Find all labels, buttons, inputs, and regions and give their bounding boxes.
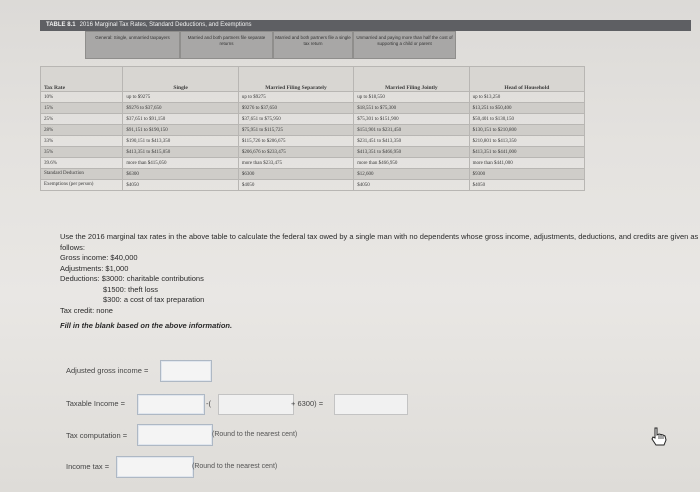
instruction-text: Fill in the blank based on the above information. xyxy=(60,321,233,330)
table-row xyxy=(41,136,585,147)
cell-mfj: $231,451 to $413,350 xyxy=(354,136,469,147)
cell-std-single: $6300 xyxy=(123,169,238,180)
header-hoh: Head of Household xyxy=(469,67,584,92)
cell-mfj: more than $466,950 xyxy=(354,158,469,169)
cell-single: $91,151 to $190,150 xyxy=(123,125,238,136)
header-tax-rate: Tax Rate xyxy=(41,67,123,92)
header-mfj: Married Filing Jointly xyxy=(354,67,469,92)
cell-rate: 39.6% xyxy=(41,158,123,169)
subhead-single: General: Single, unmarried taxpayers xyxy=(85,31,180,59)
cell-mfs: $37,651 to $75,950 xyxy=(238,114,353,125)
agi-label: Adjusted gross income = xyxy=(66,366,149,375)
cell-hoh: up to $13,250 xyxy=(469,92,584,103)
cell-hoh: more than $441,000 xyxy=(469,158,584,169)
table-caption-text: 2016 Marginal Tax Rates, Standard Deductions, and Exemptions xyxy=(79,22,252,28)
cell-hoh: $413,351 to $441,000 xyxy=(469,147,584,158)
income-tax-label: Income tax = xyxy=(66,462,110,471)
round-note-2: (Round to the nearest cent) xyxy=(192,463,278,470)
deductions-line: Deductions: $3000: charitable contributions xyxy=(60,274,204,283)
cell-mfj: $151,901 to $231,450 xyxy=(354,125,469,136)
cell-mfs: $9276 to $37,650 xyxy=(238,103,353,114)
problem-intro: Use the 2016 marginal tax rates in the above table to calculate the federal tax owed by a single man with no dependents whose gross income, adjustments, deductions, and credits are given as follows: xyxy=(60,232,699,252)
cell-std-label: Standard Deduction xyxy=(41,169,123,180)
cell-mfs: $75,951 to $115,725 xyxy=(238,125,353,136)
cell-exempt-hoh: $4050 xyxy=(469,180,584,191)
table-row xyxy=(41,114,585,125)
cell-rate: 25% xyxy=(41,114,123,125)
taxable-income-input[interactable] xyxy=(137,394,205,415)
cell-std-mfj: $12,600 xyxy=(354,169,469,180)
table-row xyxy=(41,92,585,103)
pointer-hand-icon xyxy=(648,425,670,447)
cell-rate: 28% xyxy=(41,125,123,136)
cell-mfj: $18,551 to $75,300 xyxy=(354,103,469,114)
round-note-1: (Round to the nearest cent) xyxy=(212,431,298,438)
cell-mfj: up to $18,550 xyxy=(354,92,469,103)
table-header-row xyxy=(41,67,585,92)
table-caption xyxy=(40,20,691,31)
table-row xyxy=(41,147,585,158)
adjustments-line: Adjustments: $1,000 xyxy=(60,263,129,273)
cell-mfj: $413,351 to $466,950 xyxy=(354,147,469,158)
cell-hoh: $210,801 to $413,350 xyxy=(469,136,584,147)
subhead-mfs: Married and both partners file separate returns xyxy=(180,31,273,59)
cell-rate: 33% xyxy=(41,136,123,147)
taxable-result-input[interactable] xyxy=(334,394,408,415)
exemptions-row xyxy=(41,180,585,191)
cell-std-mfs: $6300 xyxy=(238,169,353,180)
cell-rate: 10% xyxy=(41,92,123,103)
problem-text xyxy=(60,232,700,332)
tax-computation-input[interactable] xyxy=(137,424,213,446)
deduction-input[interactable] xyxy=(218,394,294,415)
cell-mfs: $115,726 to $206,675 xyxy=(238,136,353,147)
cell-single: $413,351 to $415,050 xyxy=(123,147,238,158)
plus-6300-text: + 6300) = xyxy=(291,399,324,408)
tax-credit-line: Tax credit: none xyxy=(60,305,113,315)
gross-income-line: Gross income: $40,000 xyxy=(60,253,138,262)
cell-hoh: $130,151 to $210,800 xyxy=(469,125,584,136)
cell-mfs: more than $233,475 xyxy=(238,158,353,169)
income-tax-input[interactable] xyxy=(116,456,194,478)
cell-single: $37,651 to $91,150 xyxy=(123,114,238,125)
deductions-line-3: $300: a cost of tax preparation xyxy=(103,295,205,304)
cell-rate: 35% xyxy=(41,147,123,158)
cell-single: more than $415,050 xyxy=(123,158,238,169)
cell-exempt-mfs: $4050 xyxy=(238,180,353,191)
cell-std-hoh: $9300 xyxy=(469,169,584,180)
cell-hoh: $50,401 to $130,150 xyxy=(469,114,584,125)
tax-rate-table xyxy=(40,66,585,191)
cell-rate: 15% xyxy=(41,103,123,114)
tax-computation-label: Tax computation = xyxy=(66,431,128,440)
subhead-mfj: Married and both partners file a single tax return xyxy=(273,31,353,59)
cell-exempt-single: $4050 xyxy=(123,180,238,191)
minus-paren: -( xyxy=(206,399,211,408)
cell-single: $9276 to $37,650 xyxy=(123,103,238,114)
deductions-line-2: $1500: theft loss xyxy=(103,284,159,294)
cell-exempt-label: Exemptions (per person) xyxy=(41,180,123,191)
cell-single: up to $9275 xyxy=(123,92,238,103)
table-row xyxy=(41,103,585,114)
cell-mfj: $75,301 to $151,900 xyxy=(354,114,469,125)
table-row xyxy=(41,125,585,136)
standard-deduction-row xyxy=(41,169,585,180)
header-mfs: Married Filing Separately xyxy=(238,67,353,92)
cell-hoh: $13,251 to $50,400 xyxy=(469,103,584,114)
cell-mfs: up to $9275 xyxy=(238,92,353,103)
taxable-income-label: Taxable Income = xyxy=(66,399,125,408)
agi-input[interactable] xyxy=(160,360,212,382)
header-single: Single xyxy=(123,67,238,92)
subhead-hoh: Unmarried and paying more than half the cost of supporting a child or parent xyxy=(353,31,456,59)
cell-single: $190,151 to $413,350 xyxy=(123,136,238,147)
table-row xyxy=(41,158,585,169)
table-caption-label: TABLE 8.1 xyxy=(46,22,76,28)
cell-exempt-mfj: $4050 xyxy=(354,180,469,191)
cell-mfs: $206,676 to $233,475 xyxy=(238,147,353,158)
